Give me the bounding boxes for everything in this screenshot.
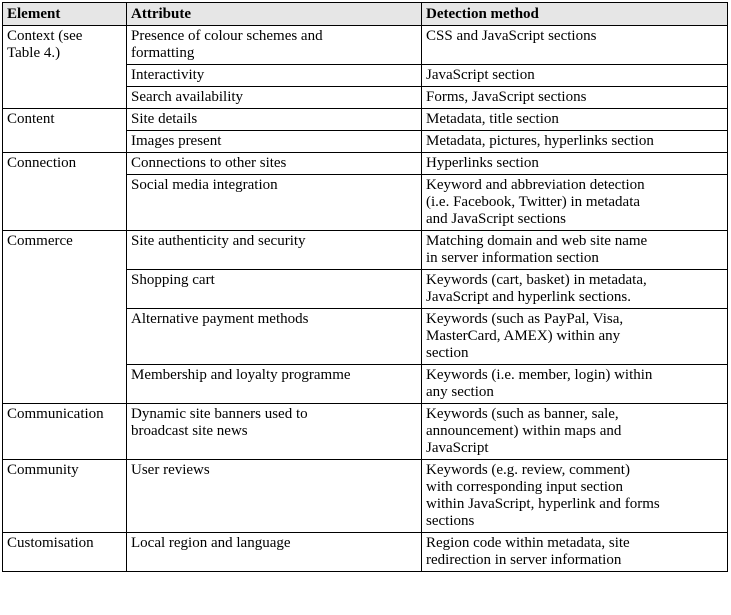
element-cell: Content — [3, 109, 127, 153]
attribute-cell: Connections to other sites — [127, 153, 422, 175]
attribute-cell: Alternative payment methods — [127, 309, 422, 365]
attribute-cell: Local region and language — [127, 533, 422, 572]
detection-method-cell: Metadata, pictures, hyperlinks section — [422, 131, 728, 153]
table-row — [3, 533, 728, 572]
table-row — [3, 231, 728, 270]
attribute-cell: Site authenticity and security — [127, 231, 422, 270]
header-attribute: Attribute — [127, 3, 422, 26]
detection-method-cell: Matching domain and web site name in server information section — [422, 231, 728, 270]
detection-method-cell: Keywords (e.g. review, comment) with corresponding input section within JavaScript, hyperlink and forms sections — [422, 460, 728, 533]
element-cell: Customisation — [3, 533, 127, 572]
table-row — [3, 26, 728, 65]
attribute-cell: Social media integration — [127, 175, 422, 231]
table-row — [3, 109, 728, 131]
header-detection-method: Detection method — [422, 3, 728, 26]
attribute-cell: Images present — [127, 131, 422, 153]
table-header — [3, 3, 728, 26]
detection-method-cell: Keyword and abbreviation detection (i.e. Facebook, Twitter) in metadata and JavaScript sections — [422, 175, 728, 231]
detection-method-cell: CSS and JavaScript sections — [422, 26, 728, 65]
detection-method-cell: Keywords (such as PayPal, Visa, MasterCard, AMEX) within any section — [422, 309, 728, 365]
detection-methods-table — [2, 2, 728, 572]
attribute-cell: Dynamic site banners used to broadcast site news — [127, 404, 422, 460]
attribute-cell: Interactivity — [127, 65, 422, 87]
element-cell: Community — [3, 460, 127, 533]
detection-method-cell: Hyperlinks section — [422, 153, 728, 175]
detection-method-cell: Keywords (i.e. member, login) within any section — [422, 365, 728, 404]
attribute-cell: Site details — [127, 109, 422, 131]
attribute-cell: Search availability — [127, 87, 422, 109]
detection-method-cell: Keywords (cart, basket) in metadata, JavaScript and hyperlink sections. — [422, 270, 728, 309]
attribute-cell: Presence of colour schemes and formatting — [127, 26, 422, 65]
attribute-cell: Membership and loyalty programme — [127, 365, 422, 404]
element-cell: Context (see Table 4.) — [3, 26, 127, 109]
element-cell: Communication — [3, 404, 127, 460]
table-body — [3, 26, 728, 572]
header-element: Element — [3, 3, 127, 26]
header-row — [3, 3, 728, 26]
detection-method-cell: Metadata, title section — [422, 109, 728, 131]
element-cell: Commerce — [3, 231, 127, 404]
table-row — [3, 404, 728, 460]
detection-method-cell: Region code within metadata, site redirection in server information — [422, 533, 728, 572]
table-row — [3, 153, 728, 175]
detection-method-cell: JavaScript section — [422, 65, 728, 87]
element-cell: Connection — [3, 153, 127, 231]
attribute-cell: User reviews — [127, 460, 422, 533]
detection-method-cell: Keywords (such as banner, sale, announcement) within maps and JavaScript — [422, 404, 728, 460]
table-row — [3, 460, 728, 533]
detection-method-cell: Forms, JavaScript sections — [422, 87, 728, 109]
attribute-cell: Shopping cart — [127, 270, 422, 309]
